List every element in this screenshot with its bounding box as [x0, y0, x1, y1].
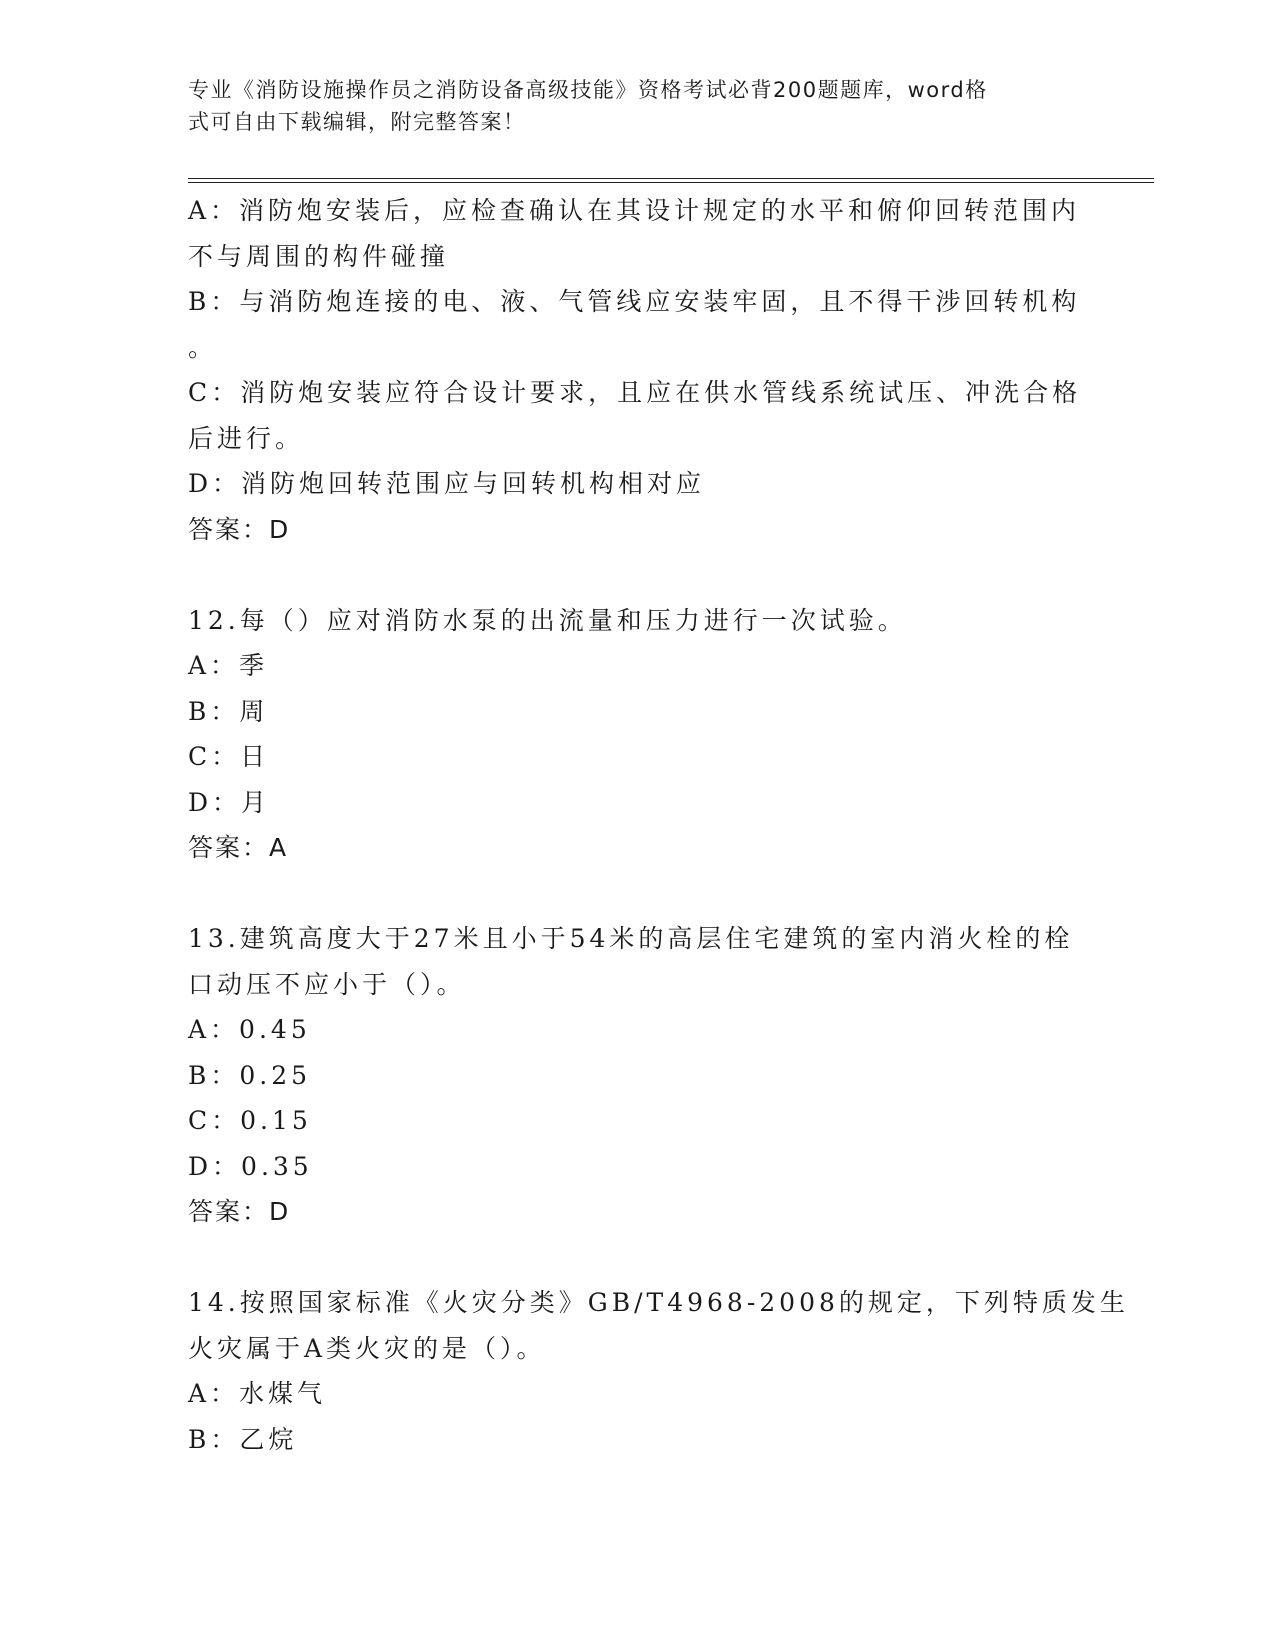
question-spacer	[188, 1235, 1068, 1281]
option-a-line-2: 不与周围的构件碰撞	[188, 241, 450, 271]
option-b: B：0.25	[188, 1060, 312, 1090]
question-12	[188, 598, 1068, 871]
question-stem-line-2: 口动压不应小于（）。	[188, 969, 466, 999]
header-divider	[188, 178, 1154, 183]
question-stem-line-1: 14.按照国家标准《火灾分类》GB/T4968-2008的规定，下列特质发生	[188, 1288, 1129, 1317]
option-c-line-2: 后进行。	[188, 423, 305, 453]
option-d: D：月	[188, 787, 271, 817]
question-14	[188, 1280, 1129, 1462]
option-a: A：0.45	[188, 1015, 311, 1044]
option-c-line-1: C：消防炮安装应符合设计要求，且应在供水管线系统试压、冲洗合格	[188, 378, 1082, 407]
question-13	[188, 916, 1074, 1235]
header-line-2: 式可自由下载编辑，附完整答案！	[188, 110, 526, 134]
question-stem-line-2: 火灾属于A类火灾的是（）。	[188, 1333, 546, 1363]
option-a-line-1: A：消防炮安装后，应检查确认在其设计规定的水平和俯仰回转范围内	[188, 196, 1081, 225]
question-stem: 12.每（）应对消防水泵的出流量和压力进行一次试验。	[188, 605, 907, 635]
option-d: D：消防炮回转范围应与回转机构相对应	[188, 469, 706, 498]
option-b: B：乙烷	[188, 1424, 298, 1454]
option-b-line-1: B：与消防炮连接的电、液、气管线应安装牢固，且不得干涉回转机构	[188, 287, 1081, 316]
answer: 答案：D	[188, 514, 291, 544]
answer: 答案：A	[188, 833, 289, 862]
option-b: B：周	[188, 696, 269, 726]
option-b-line-2: 。	[188, 332, 218, 362]
option-c: C：日	[188, 742, 270, 771]
option-a: A：水煤气	[188, 1379, 327, 1408]
header-line-1: 专业《消防设施操作员之消防设备高级技能》资格考试必背200题题库，word格	[188, 78, 988, 102]
question-stem-line-1: 13.建筑高度大于27米且小于54米的高层住宅建筑的室内消火栓的栓	[188, 924, 1074, 953]
question-11	[188, 188, 1082, 552]
option-a: A：季	[188, 651, 269, 680]
option-c: C：0.15	[188, 1106, 312, 1135]
answer: 答案：D	[188, 1197, 291, 1226]
option-d: D：0.35	[188, 1151, 313, 1181]
question-spacer	[188, 871, 1068, 917]
question-list	[188, 188, 1129, 1462]
question-spacer	[188, 552, 1068, 598]
document-header	[188, 74, 1068, 138]
